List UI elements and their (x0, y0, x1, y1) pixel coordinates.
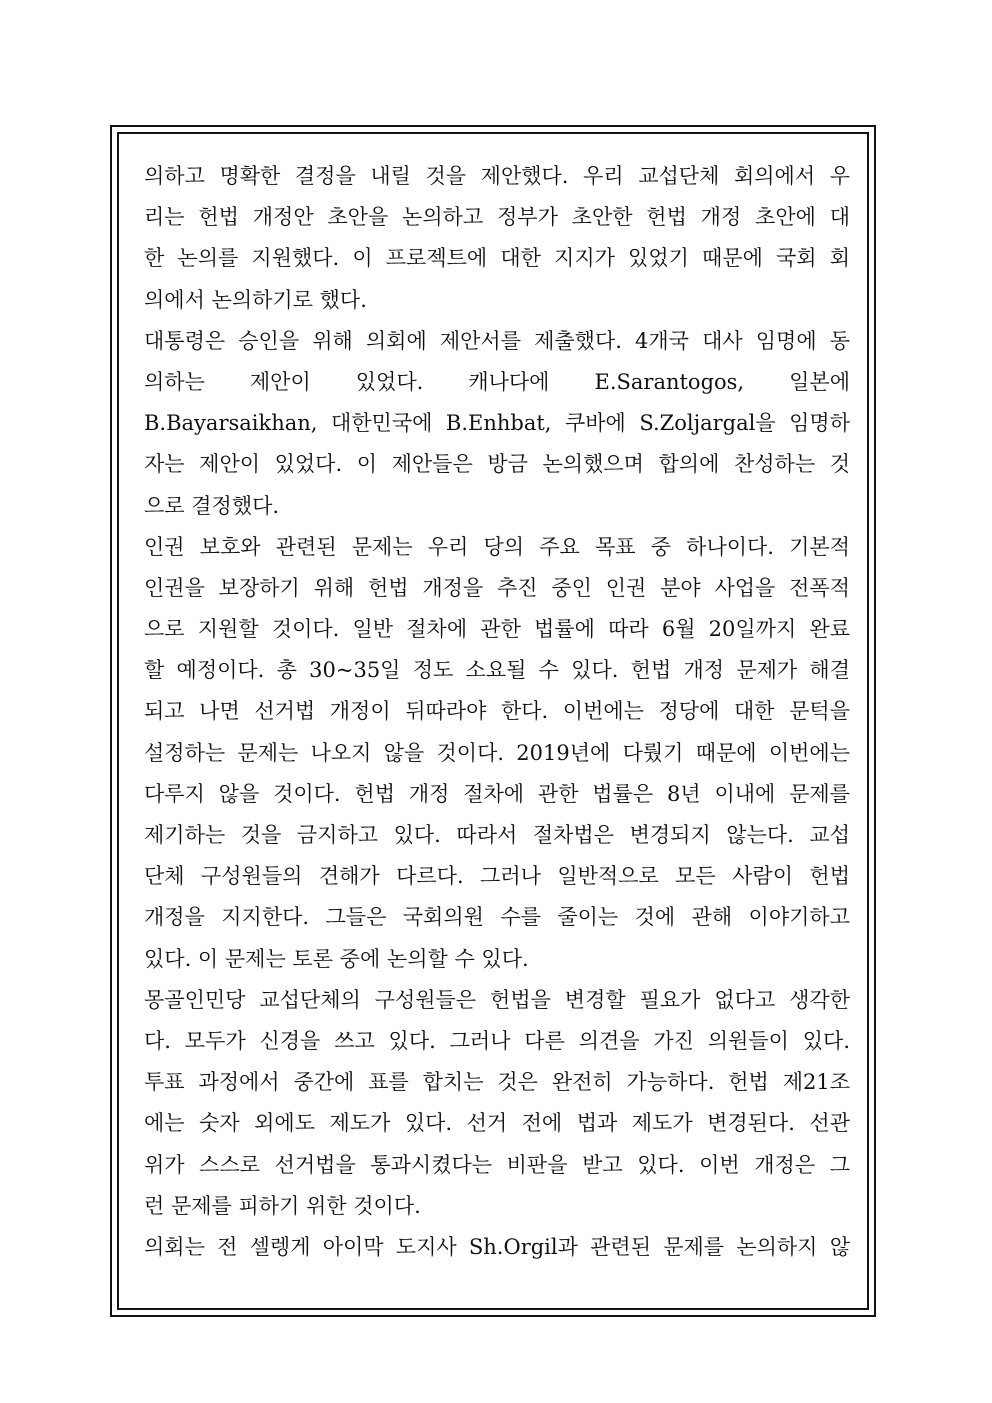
text-line: 자는 제안이 있었다. 이 제안들은 방금 논의했으며 합의에 찬성하는 것 (144, 452, 850, 477)
text-line: 설정하는 문제는 나오지 않을 것이다. 2019년에 다뤘기 때문에 이번에는 (144, 740, 850, 765)
text-line: 의하고 명확한 결정을 내릴 것을 제안했다. 우리 교섭단체 회의에서 우 (144, 164, 850, 188)
text-line: 으로 결정했다. (144, 493, 280, 518)
text-line: 의하는 제안이 있었다. 캐나다에 E.Sarantogos, 일본에 (144, 369, 850, 394)
text-line: 대통령은 승인을 위해 의회에 제안서를 제출했다. 4개국 대사 임명에 동 (144, 328, 850, 353)
text-line: 되고 나면 선거법 개정이 뒤따라야 한다. 이번에는 정당에 대한 문턱을 (144, 699, 850, 724)
text-line: 위가 스스로 선거법을 통과시켰다는 비판을 받고 있다. 이번 개정은 그 (144, 1152, 850, 1177)
text-line: 투표 과정에서 중간에 표를 합치는 것은 완전히 가능하다. 헌법 제21조 (144, 1070, 850, 1095)
text-line: 단체 구성원들의 견해가 다르다. 그러나 일반적으로 모든 사람이 헌법 (144, 864, 850, 889)
text-line: 있다. 이 문제는 토론 중에 논의할 수 있다. (144, 946, 529, 971)
text-line: 의에서 논의하기로 했다. (144, 287, 367, 312)
text-line: 으로 지원할 것이다. 일반 절차에 관한 법률에 따라 6월 20일까지 완료 (144, 617, 850, 642)
text-line: 리는 헌법 개정안 초안을 논의하고 정부가 초안한 헌법 개정 초안에 대 (144, 205, 850, 230)
text-line: 의회는 전 셀렝게 아이막 도지사 Sh.Orgil과 관련된 문제를 논의하지 않 (144, 1234, 850, 1259)
text-line: 다. 모두가 신경을 쓰고 있다. 그러나 다른 의견을 가진 의원들이 있다. (144, 1028, 850, 1053)
text-line: 제기하는 것을 금지하고 있다. 따라서 절차법은 변경되지 않는다. 교섭 (144, 823, 850, 847)
text-line: 한 논의를 지원했다. 이 프로젝트에 대한 지지가 있었기 때문에 국회 회 (144, 246, 850, 271)
text-line: 할 예정이다. 총 30~35일 정도 소요될 수 있다. 헌법 개정 문제가 해결 (144, 658, 850, 683)
text-line: 에는 숫자 외에도 제도가 있다. 선거 전에 법과 제도가 변경된다. 선관 (144, 1111, 850, 1136)
text-line: 런 문제를 피하기 위한 것이다. (144, 1193, 421, 1218)
text-line: B.Bayarsaikhan, 대한민국에 B.Enhbat, 쿠바에 S.Zoljargal을 임명하 (144, 411, 850, 436)
text-line: 인권 보호와 관련된 문제는 우리 당의 주요 목표 중 하나이다. 기본적 (144, 534, 850, 559)
text-line: 개정을 지지한다. 그들은 국회의원 수를 줄이는 것에 관해 이야기하고 (144, 905, 850, 930)
text-line: 인권을 보장하기 위해 헌법 개정을 추진 중인 인권 분야 사업을 전폭적 (144, 575, 850, 600)
text-line: 다루지 않을 것이다. 헌법 개정 절차에 관한 법률은 8년 이내에 문제를 (144, 781, 850, 806)
document-body (144, 156, 850, 1268)
text-line: 몽골인민당 교섭단체의 구성원들은 헌법을 변경할 필요가 없다고 생각한 (144, 987, 850, 1012)
